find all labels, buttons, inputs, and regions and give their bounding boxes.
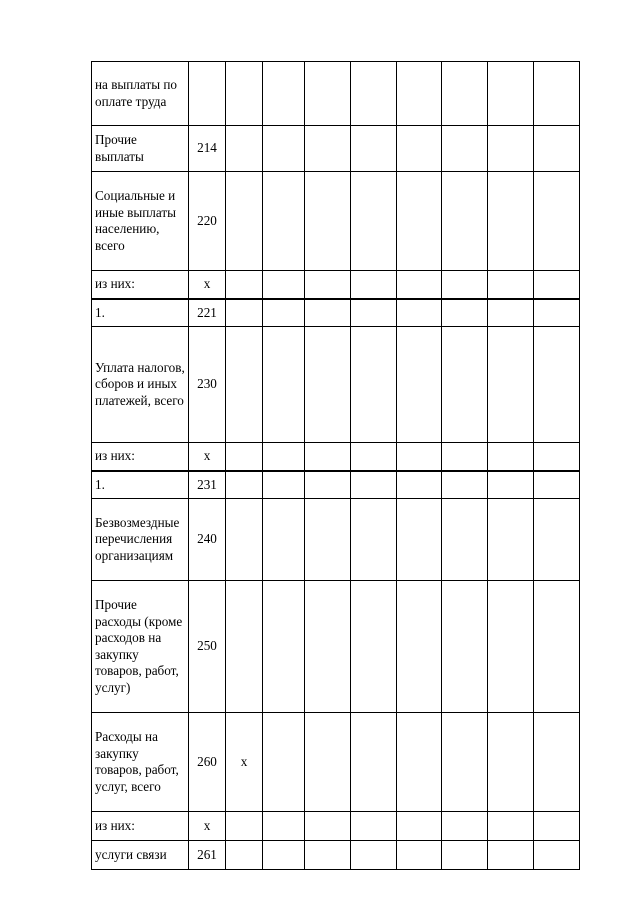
financial-plan-table <box>91 61 580 870</box>
row-code: 214 <box>189 126 226 172</box>
row-cell <box>351 299 397 327</box>
row-code: 240 <box>189 499 226 581</box>
row-cell <box>305 62 351 126</box>
row-name: из них: <box>92 271 189 299</box>
row-cell <box>263 271 305 299</box>
table-row <box>92 327 580 443</box>
row-name: Расходы на закупку товаров, работ, услуг, всего <box>92 713 189 812</box>
row-cell <box>305 499 351 581</box>
row-cell <box>534 172 580 271</box>
table-row <box>92 443 580 471</box>
table-row <box>92 62 580 126</box>
row-cell <box>534 841 580 870</box>
row-cell <box>442 299 488 327</box>
row-cell <box>534 327 580 443</box>
row-name: Прочие расходы (кроме расходов на закупку товаров, работ, услуг) <box>92 581 189 713</box>
row-cell <box>397 499 442 581</box>
row-cell <box>226 62 263 126</box>
row-cell <box>442 62 488 126</box>
table-row <box>92 471 580 499</box>
row-cell <box>305 581 351 713</box>
row-cell <box>397 62 442 126</box>
row-name: Уплата налогов, сборов и иных платежей, всего <box>92 327 189 443</box>
row-cell <box>305 126 351 172</box>
row-cell <box>263 841 305 870</box>
table-row <box>92 713 580 812</box>
row-cell <box>305 299 351 327</box>
row-cell <box>226 172 263 271</box>
row-cell <box>305 713 351 812</box>
table-row <box>92 271 580 299</box>
row-cell <box>263 172 305 271</box>
row-cell <box>226 443 263 471</box>
row-cell <box>226 499 263 581</box>
row-cell <box>226 812 263 841</box>
row-cell <box>488 812 534 841</box>
row-cell <box>488 172 534 271</box>
row-cell <box>263 327 305 443</box>
row-cell <box>351 62 397 126</box>
row-name: из них: <box>92 443 189 471</box>
row-cell <box>397 841 442 870</box>
row-name: 1. <box>92 471 189 499</box>
table-row <box>92 499 580 581</box>
row-cell <box>488 713 534 812</box>
row-cell <box>397 812 442 841</box>
row-cell <box>442 172 488 271</box>
row-name: на выплаты по оплате труда <box>92 62 189 126</box>
row-cell <box>397 327 442 443</box>
row-cell <box>226 271 263 299</box>
row-cell <box>305 327 351 443</box>
row-cell <box>488 327 534 443</box>
row-cell <box>534 713 580 812</box>
row-cell <box>226 581 263 713</box>
row-cell <box>534 271 580 299</box>
row-cell <box>397 713 442 812</box>
row-cell <box>488 299 534 327</box>
row-cell <box>351 713 397 812</box>
row-cell <box>263 581 305 713</box>
table-row <box>92 126 580 172</box>
row-cell <box>397 299 442 327</box>
row-code: 261 <box>189 841 226 870</box>
row-cell <box>442 713 488 812</box>
row-cell <box>534 126 580 172</box>
row-name: 1. <box>92 299 189 327</box>
row-cell <box>226 299 263 327</box>
row-cell <box>263 126 305 172</box>
row-cell <box>534 499 580 581</box>
row-code: x <box>189 812 226 841</box>
row-cell <box>488 62 534 126</box>
row-cell <box>305 271 351 299</box>
row-cell <box>226 841 263 870</box>
row-code: 250 <box>189 581 226 713</box>
row-cell <box>263 812 305 841</box>
row-cell <box>351 327 397 443</box>
row-cell: x <box>226 713 263 812</box>
row-code: x <box>189 443 226 471</box>
row-code: 221 <box>189 299 226 327</box>
row-cell <box>442 126 488 172</box>
row-cell <box>305 471 351 499</box>
row-cell <box>442 812 488 841</box>
table-row <box>92 812 580 841</box>
row-cell <box>442 443 488 471</box>
table-row <box>92 299 580 327</box>
row-cell <box>263 499 305 581</box>
row-cell <box>351 581 397 713</box>
row-code: 220 <box>189 172 226 271</box>
row-cell <box>397 471 442 499</box>
row-cell <box>534 581 580 713</box>
row-cell <box>534 443 580 471</box>
row-cell <box>351 126 397 172</box>
row-cell <box>534 62 580 126</box>
row-code: 260 <box>189 713 226 812</box>
row-name: услуги связи <box>92 841 189 870</box>
row-cell <box>263 443 305 471</box>
row-cell <box>351 443 397 471</box>
row-cell <box>226 126 263 172</box>
row-cell <box>226 327 263 443</box>
row-cell <box>351 499 397 581</box>
row-cell <box>488 471 534 499</box>
row-cell <box>305 841 351 870</box>
row-cell <box>397 271 442 299</box>
row-cell <box>442 327 488 443</box>
row-code: x <box>189 271 226 299</box>
row-cell <box>488 126 534 172</box>
row-cell <box>351 471 397 499</box>
row-cell <box>263 471 305 499</box>
row-cell <box>488 841 534 870</box>
row-cell <box>305 443 351 471</box>
row-cell <box>305 812 351 841</box>
row-cell <box>488 581 534 713</box>
row-cell <box>263 713 305 812</box>
row-cell <box>397 172 442 271</box>
row-cell <box>442 271 488 299</box>
row-cell <box>534 812 580 841</box>
row-cell <box>442 581 488 713</box>
row-name: из них: <box>92 812 189 841</box>
row-cell <box>442 499 488 581</box>
row-cell <box>351 841 397 870</box>
row-cell <box>488 271 534 299</box>
row-cell <box>263 62 305 126</box>
row-cell <box>442 471 488 499</box>
table-row <box>92 581 580 713</box>
row-cell <box>397 443 442 471</box>
row-cell <box>351 812 397 841</box>
row-name: Безвозмездные перечисления организациям <box>92 499 189 581</box>
table-row <box>92 841 580 870</box>
row-cell <box>534 299 580 327</box>
row-cell <box>397 581 442 713</box>
table-row <box>92 172 580 271</box>
row-cell <box>305 172 351 271</box>
row-cell <box>488 499 534 581</box>
row-cell <box>351 172 397 271</box>
row-name: Социальные и иные выплаты населению, всего <box>92 172 189 271</box>
row-cell <box>534 471 580 499</box>
row-code: 230 <box>189 327 226 443</box>
row-cell <box>226 471 263 499</box>
row-cell <box>263 299 305 327</box>
row-code: 231 <box>189 471 226 499</box>
row-cell <box>351 271 397 299</box>
row-cell <box>442 841 488 870</box>
row-cell <box>488 443 534 471</box>
row-cell <box>397 126 442 172</box>
row-name: Прочие выплаты <box>92 126 189 172</box>
row-code <box>189 62 226 126</box>
